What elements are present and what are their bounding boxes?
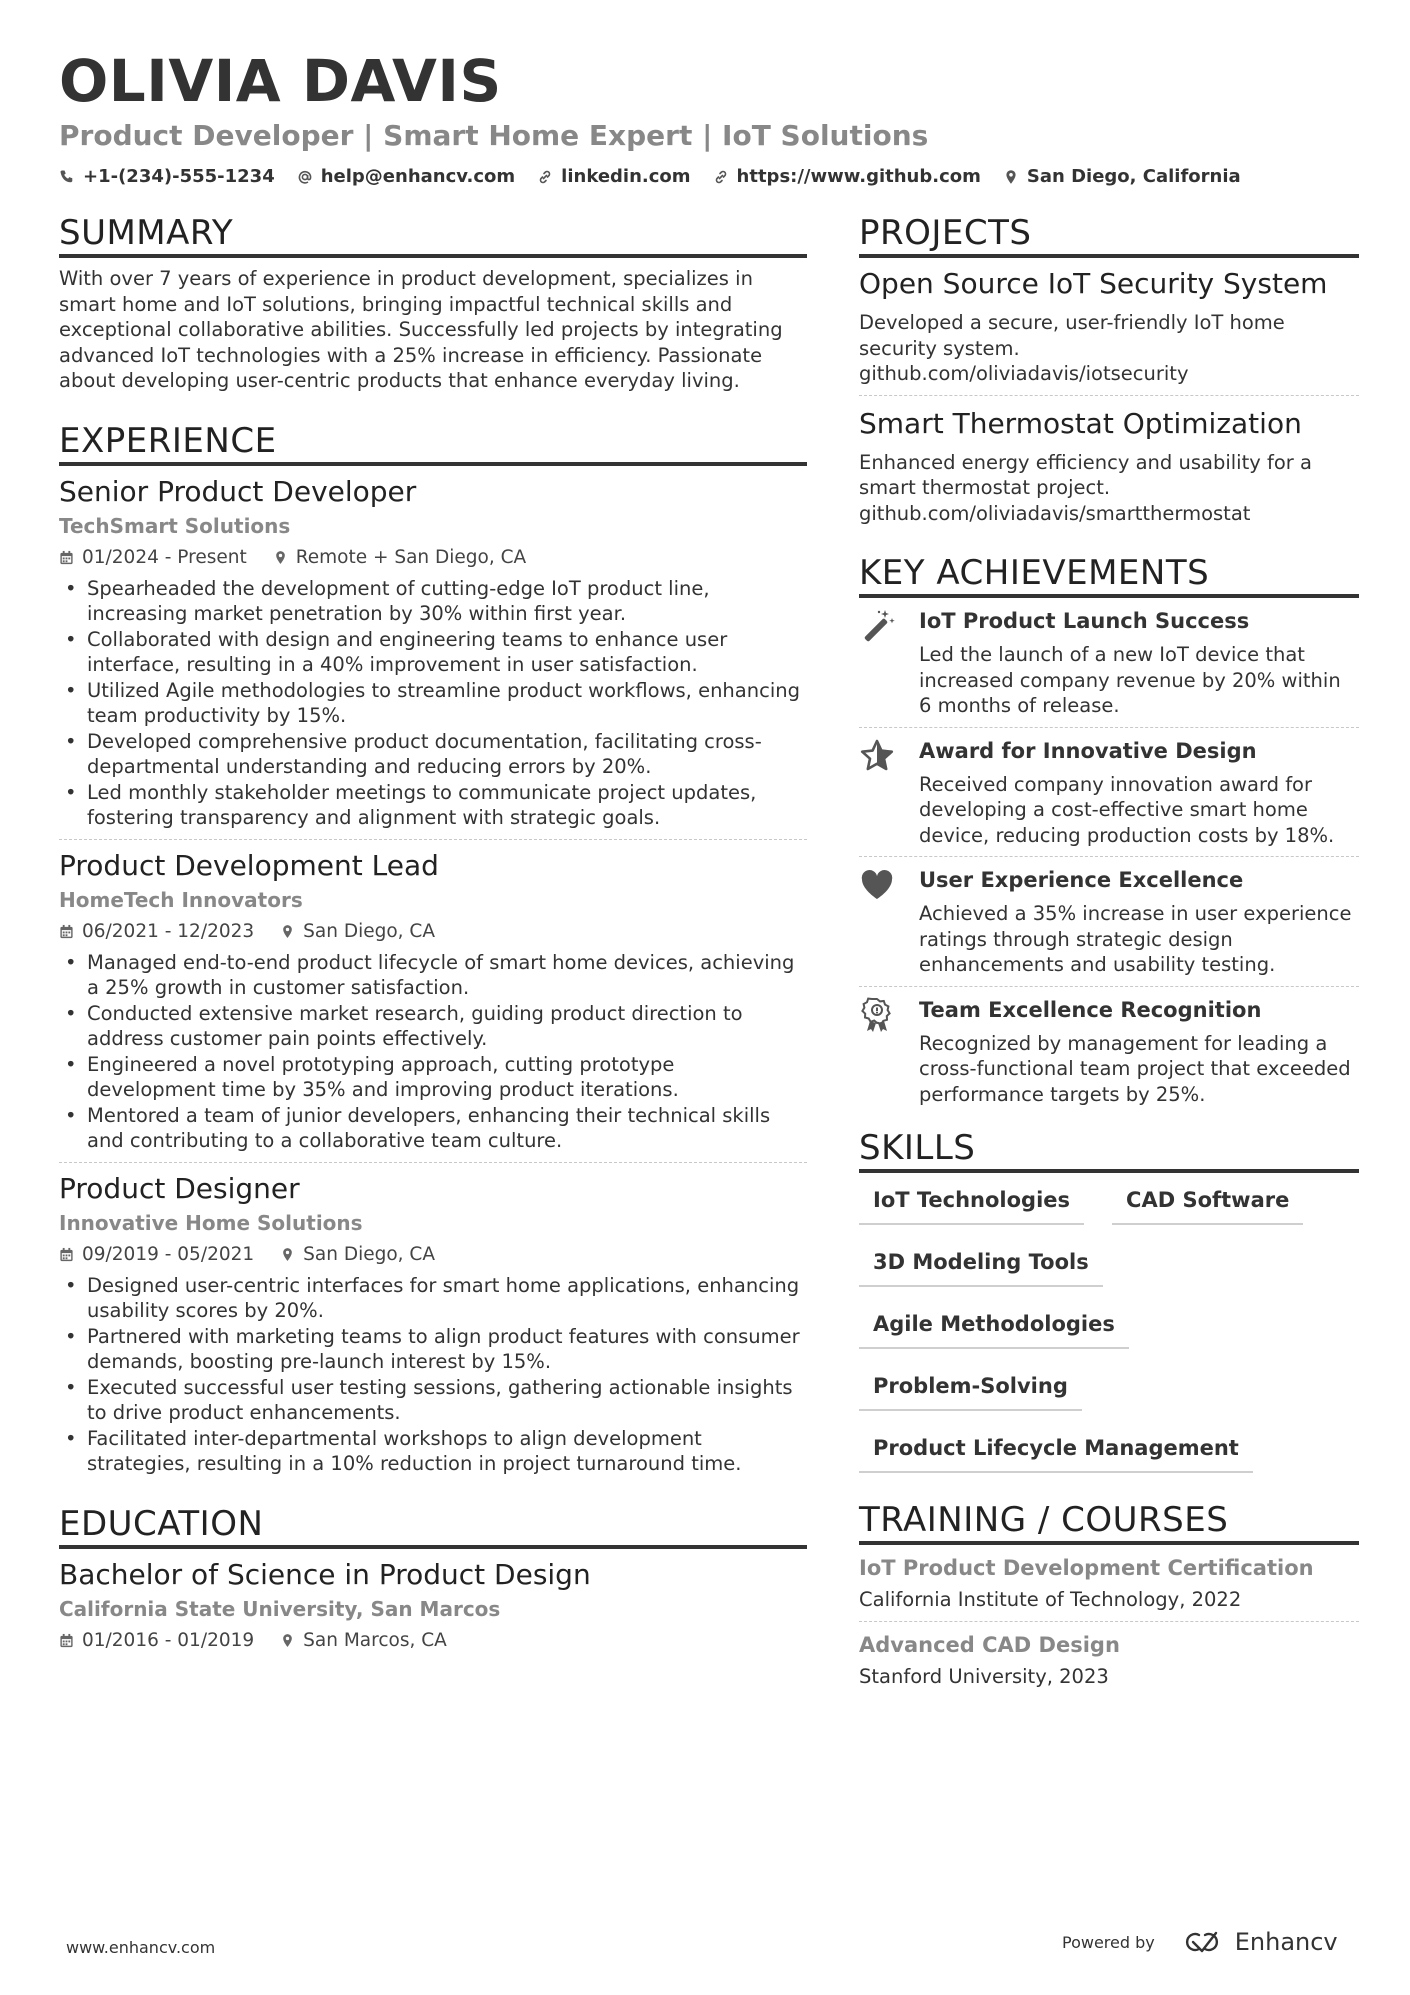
section-title: EDUCATION (59, 1503, 807, 1549)
bullet-item: • Conducted extensive market research, guiding product direction to address customer pain points effectively. (59, 1001, 807, 1052)
enhancv-logo-icon (1179, 1929, 1225, 1955)
achievements-section (859, 552, 1359, 1115)
achievement-entry (859, 865, 1359, 987)
location-icon (280, 1247, 295, 1262)
powered-by-label: Powered by (1062, 1932, 1155, 1952)
contact-bar (59, 166, 1359, 187)
achievement-desc: Led the launch of a new IoT device that increased company revenue by 20% within 6 months of release. (919, 643, 1341, 717)
contact-text: +1-(234)-555-1234 (83, 166, 275, 187)
job-title: Product Development Lead (59, 848, 439, 882)
section-title: EXPERIENCE (59, 420, 807, 466)
job-title: Product Designer (59, 1171, 300, 1205)
achievement-entry (859, 736, 1359, 858)
project-entry (859, 406, 1359, 535)
at-icon (297, 169, 313, 185)
right-column (859, 212, 1359, 1706)
project-entry (859, 266, 1359, 396)
location-icon (280, 1633, 295, 1648)
training-section (859, 1499, 1359, 1698)
degree: Bachelor of Science in Product Design (59, 1557, 591, 1591)
course-entry (859, 1630, 1359, 1698)
skills-section (859, 1127, 1359, 1473)
job-dates: 01/2024 - Present (82, 546, 247, 568)
company-name: Innovative Home Solutions (59, 1210, 363, 1235)
project-link[interactable]: github.com/oliviadavis/iotsecurity (859, 362, 1189, 385)
candidate-name: OLIVIA DAVIS (59, 47, 502, 115)
skill-tag: CAD Software (1112, 1181, 1303, 1225)
calendar-icon (59, 924, 74, 939)
education-dates: 01/2016 - 01/2019 (82, 1629, 255, 1651)
bullet-item: • Mentored a team of junior developers, enhancing their technical skills and contributing to a collaborative team culture. (59, 1103, 807, 1154)
education-meta (59, 1627, 807, 1655)
achievement-entry (859, 606, 1359, 728)
experience-section (59, 420, 807, 1485)
job-bullets (59, 950, 807, 1154)
school-name: California State University, San Marcos (59, 1596, 501, 1621)
achievement-title: IoT Product Launch Success (919, 609, 1250, 633)
enhancv-logo[interactable] (1179, 1928, 1338, 1956)
contact-text: help@enhancv.com (320, 166, 516, 187)
contact-github[interactable] (713, 166, 981, 187)
project-desc: Developed a secure, user-friendly IoT home security system. (859, 311, 1285, 360)
skill-tag: IoT Technologies (859, 1181, 1084, 1225)
contact-linkedin[interactable] (537, 166, 690, 187)
achievement-desc: Achieved a 35% increase in user experience ratings through strategic design enhancements and usability testing. (919, 902, 1352, 976)
achievement-title: Award for Innovative Design (919, 738, 1257, 763)
star-icon (859, 738, 895, 774)
left-column (59, 212, 807, 1706)
job-entry (59, 1171, 807, 1485)
job-location: San Diego, CA (303, 920, 436, 942)
location-icon (1003, 169, 1019, 185)
footer-branding (1062, 1928, 1338, 1956)
location-icon (280, 924, 295, 939)
achievement-desc: Received company innovation award for developing a cost-effective smart home device, reducing production costs by 18%. (919, 772, 1335, 847)
link-icon (713, 169, 729, 185)
skill-tag: Problem-Solving (859, 1367, 1082, 1411)
contact-text: https://www.github.com (736, 166, 981, 187)
headline: Product Developer | Smart Home Expert | IoT Solutions (59, 119, 929, 152)
contact-text: linkedin.com (561, 166, 691, 187)
job-location: San Diego, CA (303, 1243, 436, 1265)
company-name: HomeTech Innovators (59, 887, 303, 912)
skills-list (859, 1181, 1359, 1473)
location-icon (273, 550, 288, 565)
course-title: Advanced CAD Design (859, 1633, 1120, 1657)
skill-tag: Agile Methodologies (859, 1305, 1129, 1349)
section-title: KEY ACHIEVEMENTS (859, 552, 1359, 598)
achievement-title: User Experience Excellence (919, 868, 1244, 892)
achievement-title: Team Excellence Recognition (919, 997, 1262, 1022)
job-meta (59, 544, 807, 572)
course-institution: Stanford University, 2023 (859, 1665, 1109, 1688)
job-bullets (59, 576, 807, 831)
job-dates: 06/2021 - 12/2023 (82, 920, 255, 942)
education-location: San Marcos, CA (303, 1629, 447, 1651)
job-entry (59, 848, 807, 1163)
bullet-item: • Spearheaded the development of cutting-edge IoT product line, increasing market penetration by 30% within first year. (59, 576, 807, 627)
bullet-item: • Collaborated with design and engineering teams to enhance user interface, resulting in a 40% improvement in user satisfaction. (59, 627, 807, 678)
section-title: TRAINING / COURSES (859, 1499, 1359, 1545)
section-title: SKILLS (859, 1127, 1359, 1173)
bullet-item: • Executed successful user testing sessions, gathering actionable insights to drive product enhancements. (59, 1375, 807, 1426)
project-title: Smart Thermostat Optimization (859, 406, 1302, 440)
job-bullets (59, 1273, 807, 1477)
brand-name: Enhancv (1234, 1928, 1338, 1956)
bullet-item: • Partnered with marketing teams to align product features with consumer demands, boosting pre-launch interest by 15%. (59, 1324, 807, 1375)
skill-tag: 3D Modeling Tools (859, 1243, 1103, 1287)
job-dates: 09/2019 - 05/2021 (82, 1243, 255, 1265)
course-title: IoT Product Development Certification (859, 1556, 1314, 1580)
skill-tag: Product Lifecycle Management (859, 1429, 1253, 1473)
contact-phone[interactable] (59, 166, 275, 187)
project-desc: Enhanced energy efficiency and usability for a smart thermostat project. (859, 450, 1312, 499)
section-title: PROJECTS (859, 212, 1359, 258)
bullet-item: • Engineered a novel prototyping approach, cutting prototype development time by 35% and improving product iterations. (59, 1052, 807, 1103)
job-meta (59, 1241, 807, 1269)
bullet-item: • Designed user-centric interfaces for smart home applications, enhancing usability scores by 20%. (59, 1273, 807, 1324)
bullet-item: • Led monthly stakeholder meetings to communicate project updates, fostering transparency and alignment with strategic goals. (59, 780, 807, 831)
summary-section (59, 212, 807, 394)
achievement-desc: Recognized by management for leading a cross-functional team project that exceeded performance targets by 25%. (919, 1031, 1351, 1106)
education-section (59, 1503, 807, 1655)
calendar-icon (59, 1247, 74, 1262)
job-meta (59, 918, 807, 946)
contact-location (1003, 166, 1241, 187)
contact-text: San Diego, California (1026, 166, 1241, 187)
bullet-item: • Facilitated inter-departmental workshops to align development strategies, resulting in a 10% reduction in project turnaround time. (59, 1426, 807, 1477)
bullet-item: • Developed comprehensive product documentation, facilitating cross-departmental understanding and reducing errors by 20%. (59, 729, 807, 780)
calendar-icon (59, 550, 74, 565)
course-institution: California Institute of Technology, 2022 (859, 1588, 1242, 1611)
course-entry (859, 1553, 1359, 1622)
project-title: Open Source IoT Security System (859, 267, 1328, 300)
award-ribbon-icon (859, 997, 895, 1033)
summary-text: With over 7 years of experience in product development, specializes in smart home and IoT solutions, bringing impactful technical skills and exceptional collaborative abilities. Successfully led projects by integrating advanced IoT technologies with a 25% increase in efficiency. Passionate about developing user-centric products that enhance everyday living. (59, 267, 783, 392)
footer-website[interactable]: www.enhancv.com (66, 1938, 216, 1957)
bullet-item: • Managed end-to-end product lifecycle of smart home devices, achieving a 25% growth in customer satisfaction. (59, 950, 807, 1001)
projects-section (859, 212, 1359, 534)
company-name: TechSmart Solutions (59, 513, 291, 538)
phone-icon (59, 169, 75, 185)
job-title: Senior Product Developer (59, 474, 417, 508)
bullet-item: • Utilized Agile methodologies to streamline product workflows, enhancing team productivity by 15%. (59, 678, 807, 729)
job-entry (59, 474, 807, 840)
resume-header (59, 46, 1359, 187)
link-icon (537, 169, 553, 185)
magic-wand-icon (859, 608, 895, 644)
achievement-entry (859, 995, 1359, 1116)
contact-email[interactable] (297, 166, 515, 187)
section-title: SUMMARY (59, 212, 807, 258)
job-location: Remote + San Diego, CA (295, 546, 527, 568)
calendar-icon (59, 1633, 74, 1648)
project-link[interactable]: github.com/oliviadavis/smartthermostat (859, 501, 1251, 525)
heart-icon (859, 867, 895, 903)
